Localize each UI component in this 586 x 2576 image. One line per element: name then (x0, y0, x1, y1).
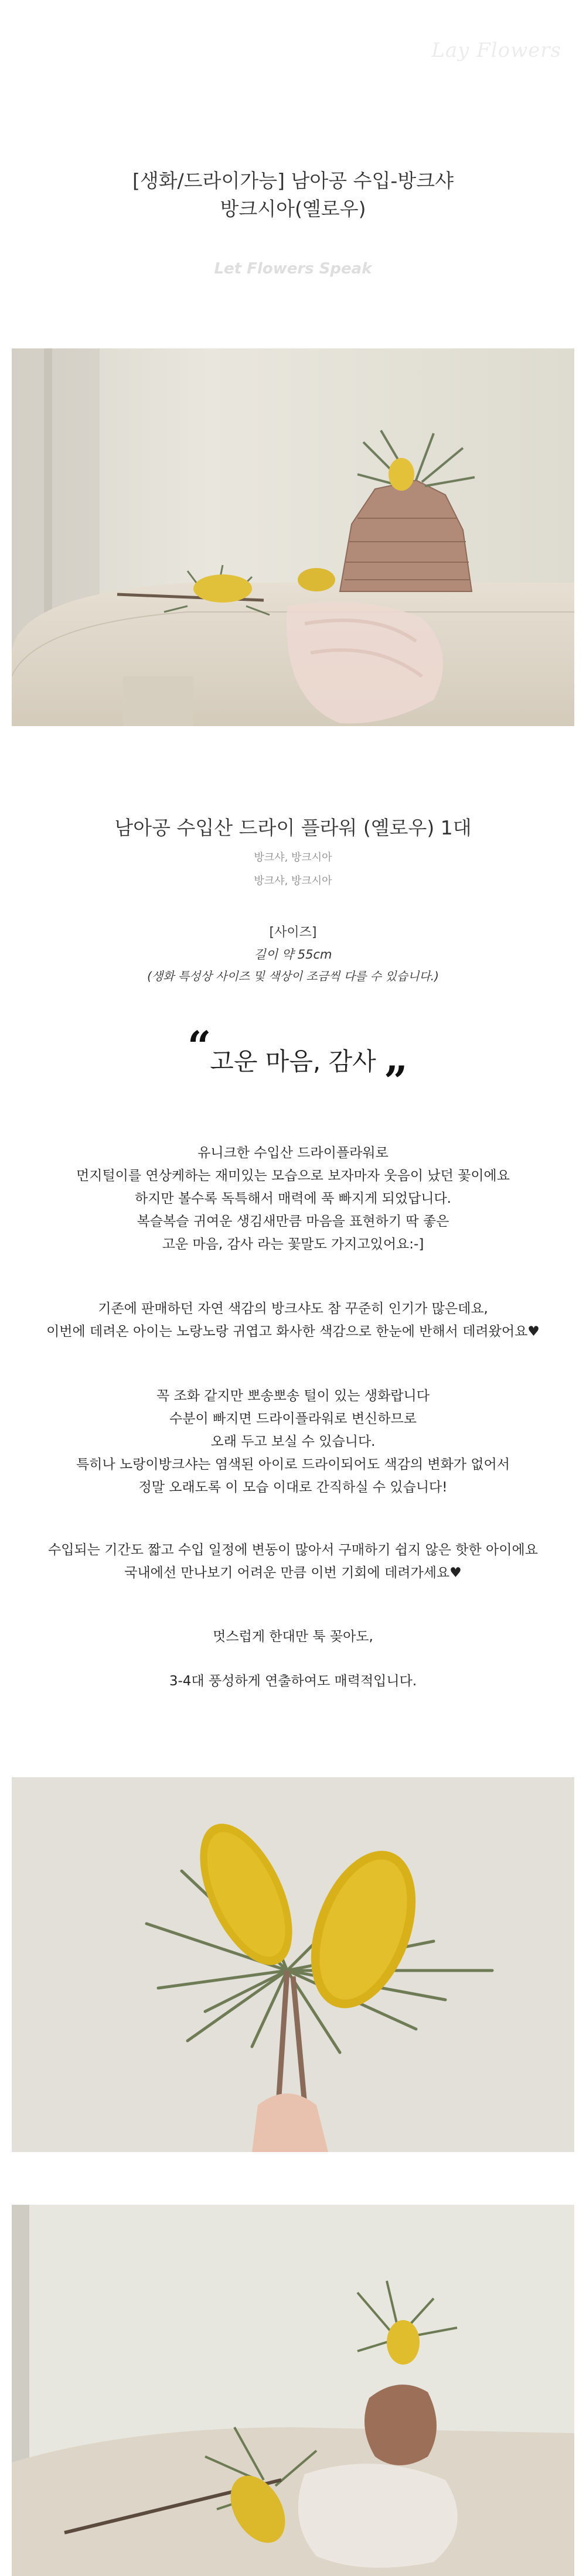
quote-open-mark: “ (188, 1022, 212, 1070)
product-title-line1: [생화/드라이가능] 남아공 수입-방크샤 (132, 169, 454, 192)
description-line: 복슬복슬 귀여운 생김새만큼 마음을 표현하기 딱 좋은 (137, 1214, 449, 1229)
product-title-line2: 방크시아(옐로우) (220, 197, 366, 220)
description-line: 유니크한 수입산 드라이플라워로 (197, 1145, 389, 1161)
tagline: Let Flowers Speak (214, 260, 372, 278)
description-line: 정말 오래도록 이 모습 이대로 간직하실 수 있습니다! (138, 1480, 448, 1495)
product-title (0, 167, 586, 223)
description-paragraph-6 (0, 1670, 586, 1693)
description-line: 이번에 데려온 아이는 노랑노랑 귀엽고 화사한 색감으로 한눈에 반해서 데려왔어요♥ (46, 1324, 540, 1339)
size-note: (생화 특성상 사이즈 및 색상이 조금씩 다를 수 있습니다.) (147, 969, 439, 983)
description-line: 하지만 볼수록 독특해서 매력에 푹 빠지게 되었답니다. (135, 1191, 451, 1206)
size-heading: [사이즈] (269, 925, 317, 940)
brand-watermark: Lay Flowers (431, 39, 561, 62)
quote-close-mark: ” (384, 1057, 408, 1106)
description-paragraph-2 (0, 1298, 586, 1343)
description-line: 고운 마음, 감사 라는 꽃말도 가지고있어요:-] (162, 1237, 424, 1252)
quote-text: 고운 마음, 감사 (210, 1047, 376, 1076)
product-name: 남아공 수입산 드라이 플라워 (옐로우) 1대 (114, 816, 472, 839)
description-line: 기존에 판매하던 자연 색감의 방크샤도 참 꾸준히 인기가 많은데요, (98, 1301, 488, 1316)
product-photo-table-image (12, 348, 574, 726)
description-line: 멋스럽게 한대만 툭 꽂아도, (213, 1629, 373, 1644)
description-line: 수입되는 기간도 짧고 수입 일정에 변동이 많아서 구매하기 쉽지 않은 핫한 아이에요 (48, 1542, 538, 1558)
product-photo-table-2 (12, 2205, 574, 2576)
product-photo-hand (12, 1777, 574, 2152)
product-option-2: 방크샤, 방크시아 (254, 875, 332, 887)
description-line: 먼지털이를 연상케하는 재미있는 모습으로 보자마자 웃음이 났던 꽃이에요 (76, 1168, 510, 1183)
description-line: 3-4대 풍성하게 연출하여도 매력적입니다. (169, 1674, 417, 1689)
product-photo-table-2-image (12, 2205, 574, 2576)
description-line: 국내에선 만나보기 어려운 만큼 이번 기회에 데려가세요♥ (124, 1565, 462, 1581)
description-paragraph-3 (0, 1385, 586, 1499)
description-paragraph-1 (0, 1142, 586, 1256)
description-line: 꼭 조화 같지만 뽀송뽀송 털이 있는 생화랍니다 (156, 1388, 430, 1404)
description-paragraph-4 (0, 1539, 586, 1585)
product-photo-table (12, 348, 574, 726)
product-option-1: 방크샤, 방크시아 (254, 851, 332, 864)
description-line: 특히나 노랑이방크샤는 염색된 아이로 드라이되어도 색감의 변화가 없어서 (76, 1457, 510, 1472)
description-paragraph-5 (0, 1626, 586, 1648)
description-line: 오래 두고 보실 수 있습니다. (210, 1434, 376, 1449)
description-line: 수분이 빠지면 드라이플라워로 변신하므로 (169, 1411, 417, 1426)
size-value: 길이 약 55cm (254, 947, 332, 962)
product-photo-hand-image (12, 1777, 574, 2152)
